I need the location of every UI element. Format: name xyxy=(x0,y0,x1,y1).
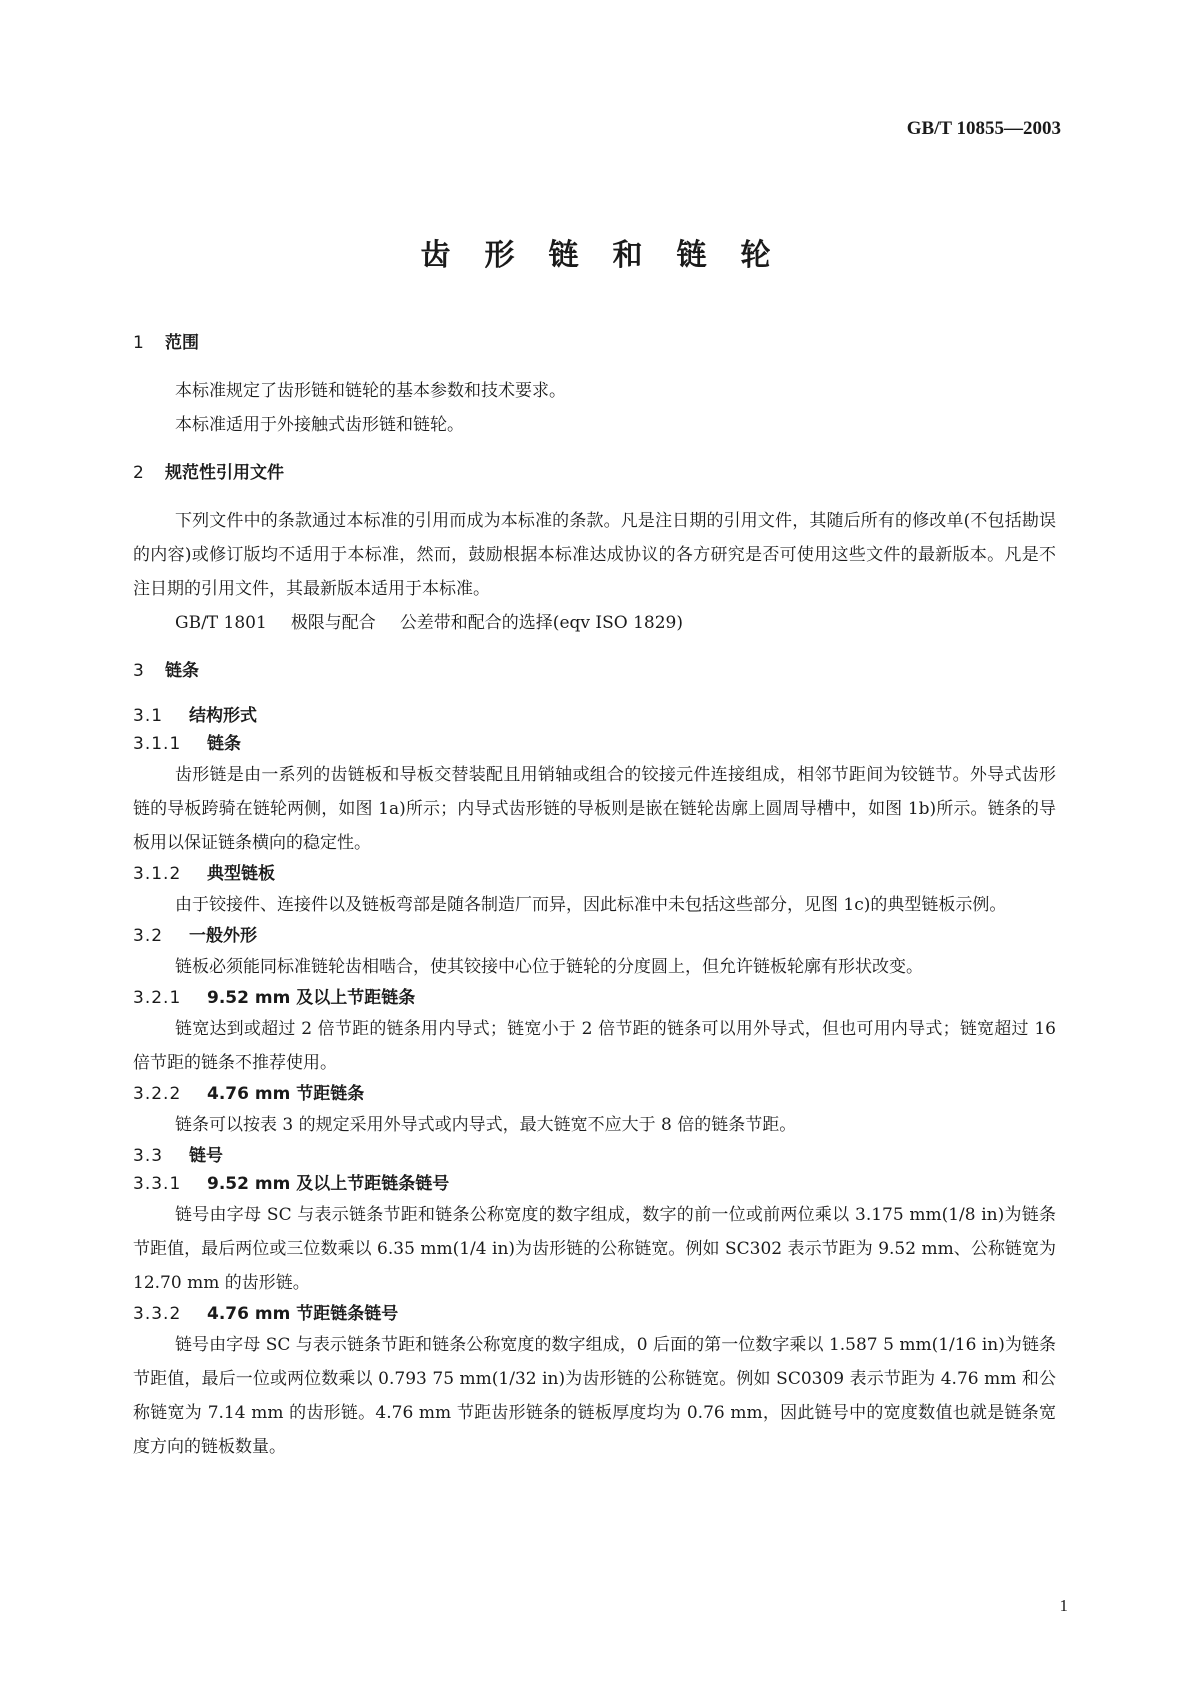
standard-number: GB/T 10855—2003 xyxy=(906,118,1061,139)
section-number: 3.3.1 xyxy=(133,1174,182,1194)
section-number: 3.3 xyxy=(133,1146,164,1166)
section-number: 3.1.1 xyxy=(133,734,182,754)
reference-code: GB/T 1801 xyxy=(175,613,267,633)
subsection-3-1-1-heading xyxy=(133,730,1056,758)
section-number: 3.2.2 xyxy=(133,1084,182,1104)
section-1-heading xyxy=(133,326,1056,360)
paragraph: 链板必须能同标准链轮齿相啮合，使其铰接中心位于链轮的分度圆上，但允许链板轮廓有形状改变。 xyxy=(175,957,923,977)
section-3-heading xyxy=(133,654,1056,688)
reference-title-part2: 公差带和配合的选择(eqv ISO 1829) xyxy=(399,613,683,633)
section-title: 范围 xyxy=(165,333,199,353)
section-number: 3.1 xyxy=(133,706,164,726)
paragraph: 链号由字母 SC 与表示链条节距和链条公称宽度的数字组成，数字的前一位或前两位乘以 3.175 mm(1/8 in)为链条节距值，最后两位或三位数乘以 6.35 mm(1/4 in)为齿形链的公称链宽。例如 SC302 表示节距为 9.52 mm、公称链宽为 12.70 mm 的齿形链。 xyxy=(133,1205,1056,1293)
paragraph: 链宽达到或超过 2 倍节距的链条用内导式；链宽小于 2 倍节距的链条可以用外导式，但也可用内导式；链宽超过 16 倍节距的链条不推荐使用。 xyxy=(133,1019,1056,1073)
section-title: 4.76 mm 节距链条 xyxy=(207,1084,365,1104)
section-title: 规范性引用文件 xyxy=(165,463,284,483)
subsection-3-3-1-heading xyxy=(133,1170,1056,1198)
section-title: 结构形式 xyxy=(189,706,257,726)
section-number: 3.3.2 xyxy=(133,1304,182,1324)
normative-reference xyxy=(133,606,1056,640)
page-number: 1 xyxy=(1059,1596,1068,1615)
section-number: 1 xyxy=(133,333,144,353)
section-title: 链条 xyxy=(165,661,199,681)
section-title: 4.76 mm 节距链条链号 xyxy=(207,1304,399,1324)
section-number: 3.1.2 xyxy=(133,864,182,884)
paragraph: 链条可以按表 3 的规定采用外导式或内导式，最大链宽不应大于 8 倍的链条节距。 xyxy=(175,1115,797,1135)
section-title: 一般外形 xyxy=(189,926,257,946)
paragraph: 下列文件中的条款通过本标准的引用而成为本标准的条款。凡是注日期的引用文件，其随后所有的修改单(不包括勘误的内容)或修订版均不适用于本标准，然而，鼓励根据本标准达成协议的各方研究是否可使用这些文件的最新版本。凡是不注日期的引用文件，其最新版本适用于本标准。 xyxy=(133,511,1056,599)
subsection-3-3-2-heading xyxy=(133,1300,1056,1328)
subsection-3-2-1-heading xyxy=(133,984,1056,1012)
paragraph: 本标准适用于外接触式齿形链和链轮。 xyxy=(175,415,464,435)
section-title: 9.52 mm 及以上节距链条链号 xyxy=(207,1174,450,1194)
section-title: 链号 xyxy=(189,1146,223,1166)
section-title: 典型链板 xyxy=(207,864,275,884)
paragraph: 本标准规定了齿形链和链轮的基本参数和技术要求。 xyxy=(175,381,566,401)
section-title: 链条 xyxy=(207,734,241,754)
section-title: 9.52 mm 及以上节距链条 xyxy=(207,988,416,1008)
subsection-3-3-heading xyxy=(133,1142,1056,1170)
subsection-3-2-heading xyxy=(133,922,1056,950)
subsection-3-1-2-heading xyxy=(133,860,1056,888)
reference-title-part1: 极限与配合 xyxy=(290,613,376,633)
section-2-heading xyxy=(133,456,1056,490)
paragraph: 齿形链是由一系列的齿链板和导板交替装配且用销轴或组合的铰接元件连接组成，相邻节距间为铰链节。外导式齿形链的导板跨骑在链轮两侧，如图 1a)所示；内导式齿形链的导板则是嵌在链轮齿廓上圆周导槽中，如图 1b)所示。链条的导板用以保证链条横向的稳定性。 xyxy=(133,765,1056,853)
document-body xyxy=(133,326,1056,1464)
subsection-3-2-2-heading xyxy=(133,1080,1056,1108)
section-number: 2 xyxy=(133,463,144,483)
subsection-3-1-heading xyxy=(133,702,1056,730)
document-title: 齿形链和链轮 xyxy=(420,238,805,273)
section-number: 3.2 xyxy=(133,926,164,946)
paragraph: 由于铰接件、连接件以及链板弯部是随各制造厂而异，因此标准中未包括这些部分，见图 1c)的典型链板示例。 xyxy=(175,895,1007,915)
section-number: 3.2.1 xyxy=(133,988,182,1008)
section-number: 3 xyxy=(133,661,144,681)
paragraph: 链号由字母 SC 与表示链条节距和链条公称宽度的数字组成，0 后面的第一位数字乘以 1.587 5 mm(1/16 in)为链条节距值，最后一位或两位数乘以 0.793 75 mm(1/32 in)为齿形链的公称链宽。例如 SC0309 表示节距为 4.76 mm 和公称链宽为 7.14 mm 的齿形链。4.76 mm 节距齿形链条的链板厚度均为 0.76 mm，因此链号中的宽度数值也就是链条宽度方向的链板数量。 xyxy=(133,1335,1056,1457)
